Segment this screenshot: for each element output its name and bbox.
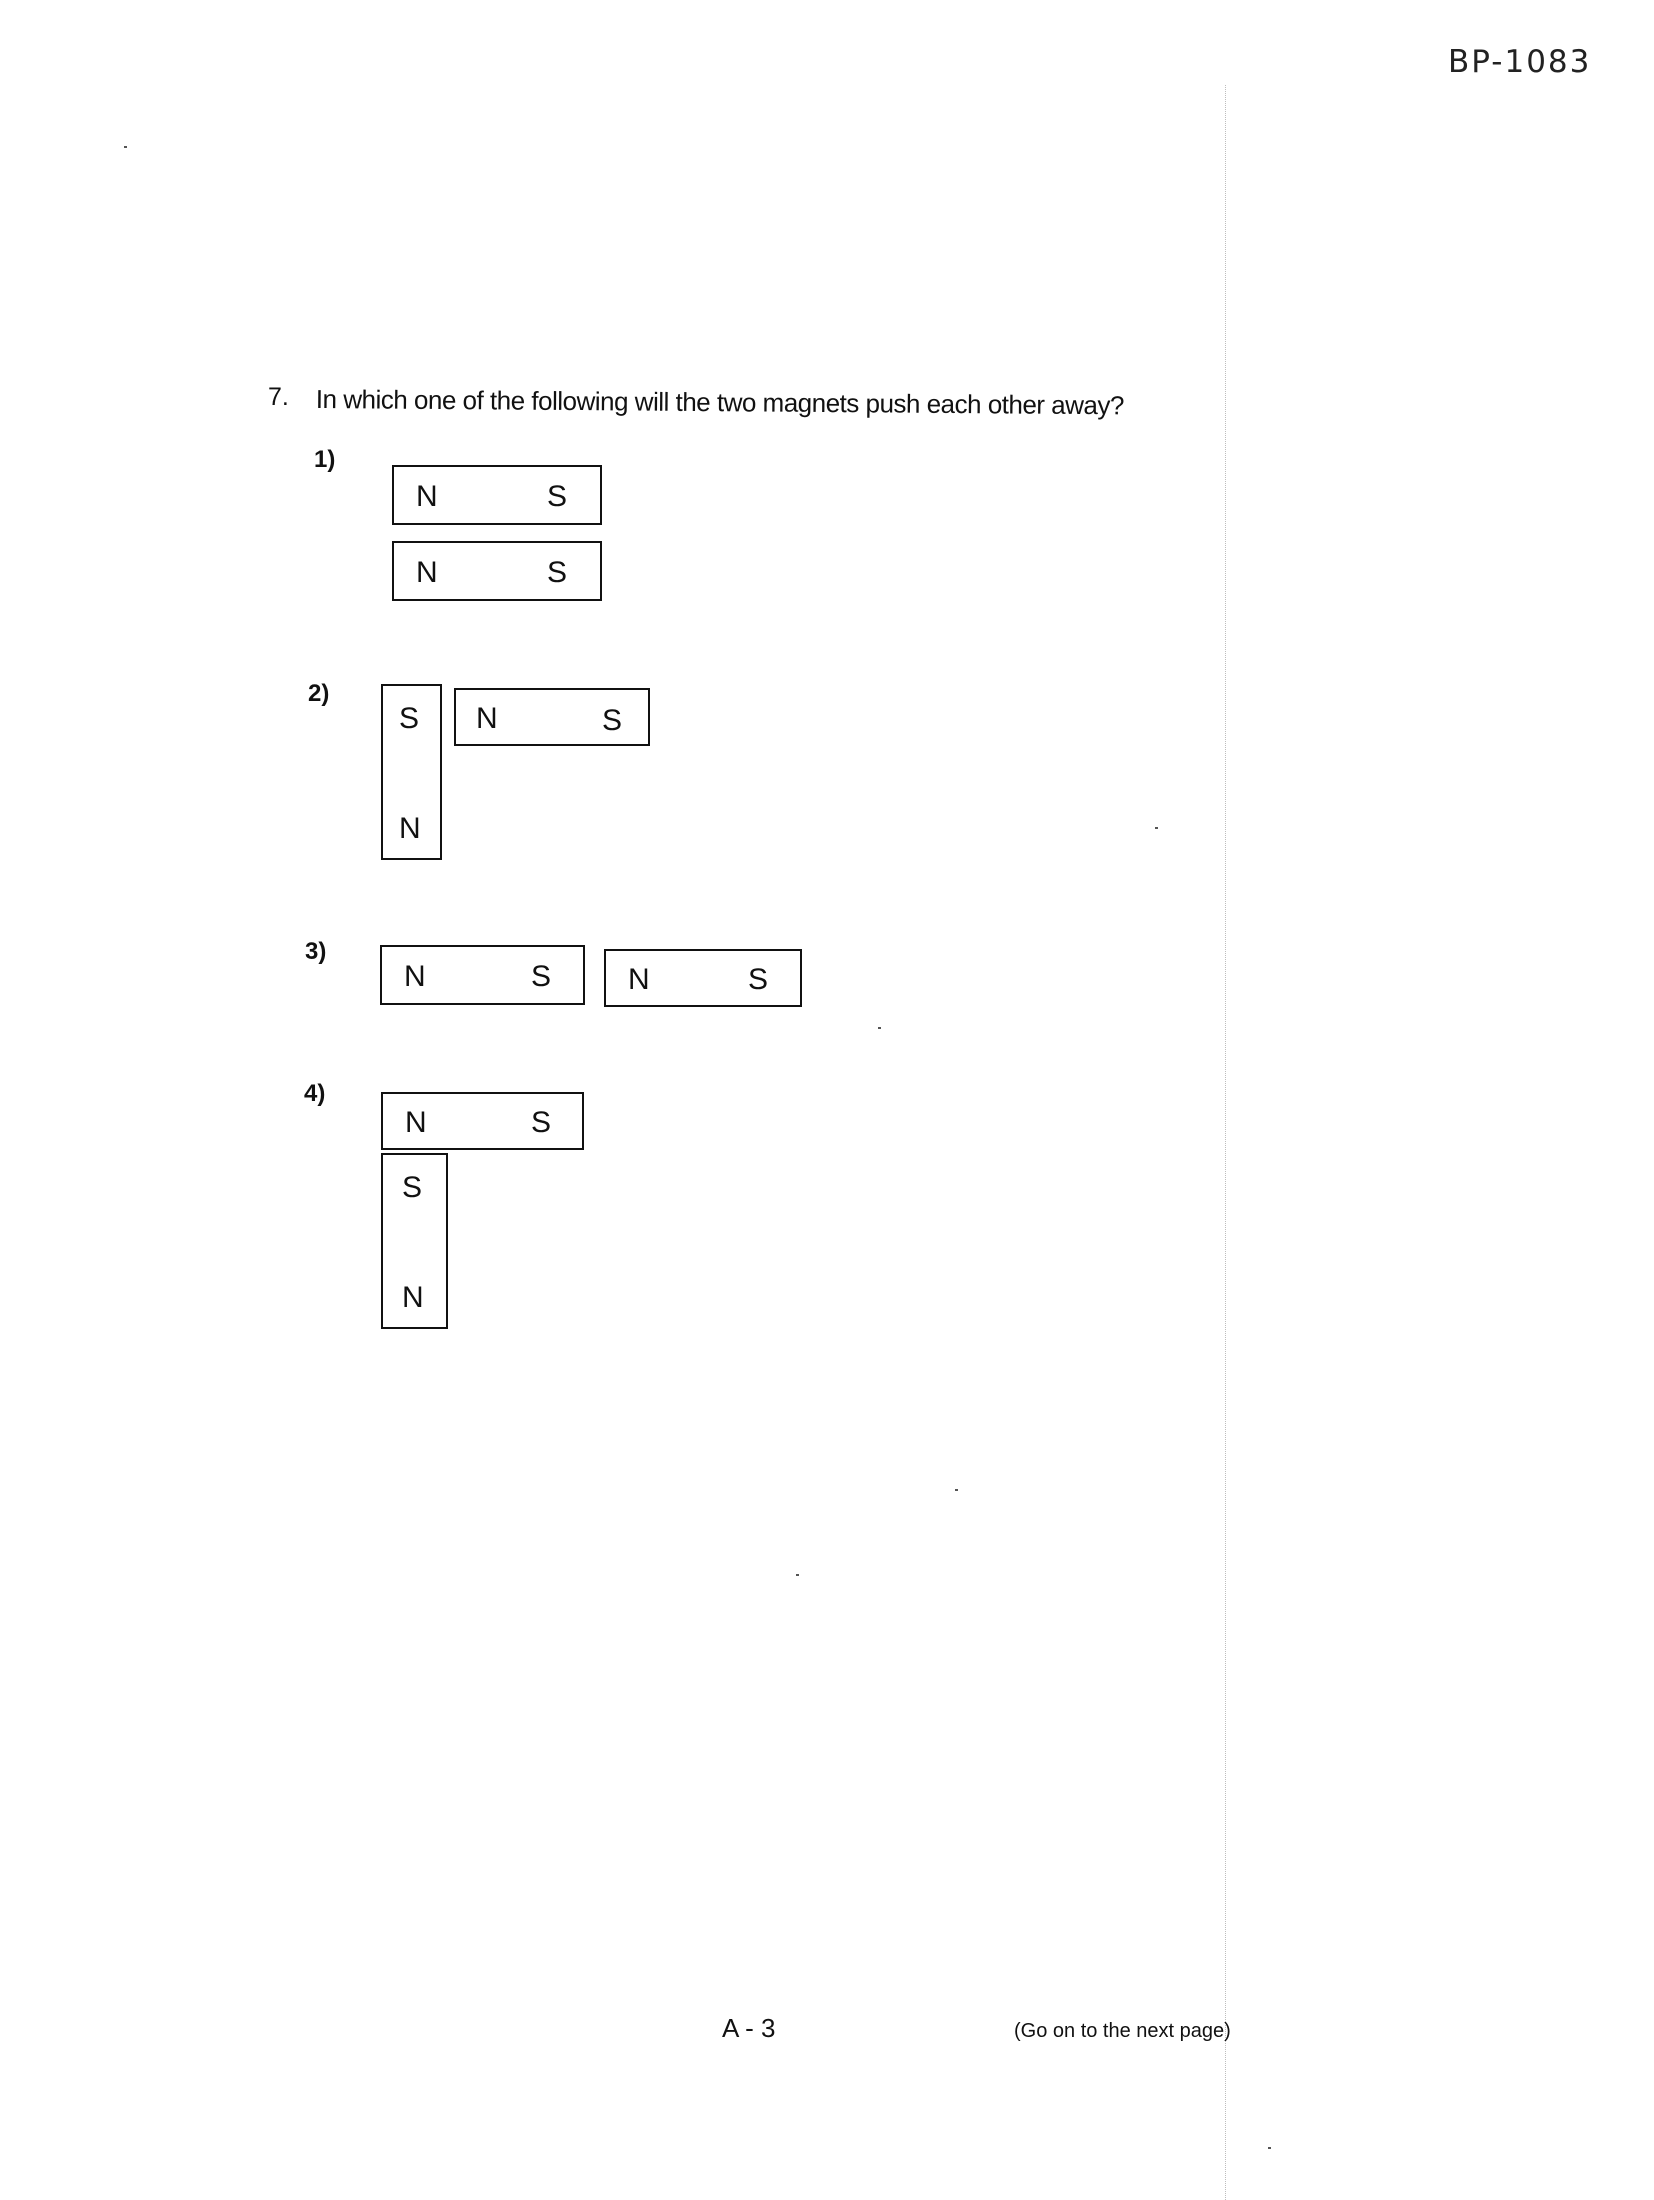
pole-label: S xyxy=(547,480,568,513)
scan-speck xyxy=(124,146,127,148)
pole-label: N xyxy=(416,556,438,589)
option-1-magnet-1 xyxy=(392,465,602,525)
footer-continue-note: (Go on to the next page) xyxy=(1014,2020,1231,2042)
option-3-magnet-1 xyxy=(380,945,585,1005)
pole-label: N xyxy=(416,480,438,513)
pole-label: S xyxy=(531,1106,552,1139)
pole-label: N xyxy=(476,702,498,735)
pole-label: S xyxy=(399,702,420,735)
pole-label: S xyxy=(547,556,568,589)
scan-speck xyxy=(796,1574,799,1576)
pole-label: S xyxy=(748,963,769,996)
pole-label: N xyxy=(402,1281,424,1314)
pole-label: N xyxy=(399,812,421,845)
scan-speck xyxy=(878,1027,881,1029)
option-4-label: 4) xyxy=(304,1080,326,1107)
pole-label: N xyxy=(405,1106,427,1139)
pole-label: S xyxy=(402,1171,423,1204)
question-number: 7. xyxy=(268,383,289,411)
option-3-magnet-2 xyxy=(604,949,802,1007)
pole-label: S xyxy=(531,960,552,993)
option-4-magnet-vertical xyxy=(381,1153,448,1329)
page-code: BP-1083 xyxy=(1448,44,1592,80)
option-1-label: 1) xyxy=(314,446,336,473)
scan-speck xyxy=(955,1489,958,1491)
pole-label: N xyxy=(404,960,426,993)
option-2-label: 2) xyxy=(308,680,330,707)
footer-page-number: A - 3 xyxy=(722,2013,776,2043)
pole-label: S xyxy=(602,704,623,737)
option-4-magnet-horizontal xyxy=(381,1092,584,1150)
pole-label: N xyxy=(628,963,650,996)
option-3-label: 3) xyxy=(305,938,327,965)
option-2-magnet-horizontal xyxy=(454,688,650,746)
scan-speck xyxy=(1155,827,1158,829)
scan-speck xyxy=(1268,2147,1271,2149)
margin-rule xyxy=(1225,85,1226,2200)
option-1-magnet-2 xyxy=(392,541,602,601)
question-text: In which one of the following will the two magnets push each other away? xyxy=(315,384,1125,421)
option-2-magnet-vertical xyxy=(381,684,442,860)
